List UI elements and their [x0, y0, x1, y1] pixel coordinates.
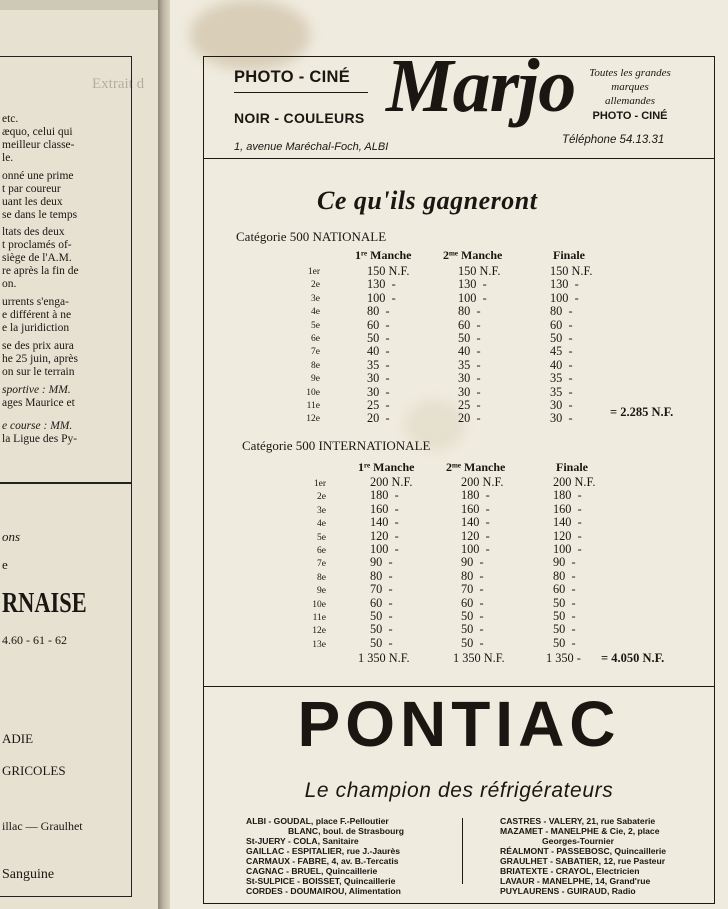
prize-cell: 80 - [458, 304, 481, 319]
prize-cell: 80 - [550, 304, 573, 319]
prize-cell: 20 - [458, 411, 481, 426]
rank-cell: 3e [311, 293, 320, 304]
left-text-line: Extrait d [92, 76, 145, 92]
prize-cell: 120 - [553, 528, 582, 543]
left-text-line: la Ligue des Py- [2, 433, 78, 445]
prize-cell: 40 - [550, 357, 573, 372]
prize-cell: 60 - [370, 595, 393, 610]
prize-cell: 80 - [370, 568, 393, 583]
left-ad-line: RNAISE [2, 588, 87, 619]
left-ad-line: Sanguine [2, 867, 55, 882]
prize-cell: 35 - [367, 357, 390, 372]
dealer-line: GAILLAC - ESPITALIER, rue J.-Jaurès [246, 846, 401, 856]
prize-cell: 180 - [370, 488, 399, 503]
prize-cell: 200 N.F. [461, 475, 504, 489]
phone-number: Téléphone 54.13.31 [562, 134, 665, 146]
left-text-line: meilleur classe- [2, 139, 75, 151]
marjo-brand-logo: Marjo [386, 44, 576, 128]
left-text-line: re après la fin de [2, 265, 79, 277]
prize-cell: 30 - [550, 397, 573, 412]
internationale-sum-1: 1 350 N.F. [358, 651, 410, 665]
left-text-line: æquo, celui qui [2, 126, 73, 138]
nationale-heading-2: 2ᵐᵉ Manche [443, 248, 503, 262]
rank-cell: 4e [311, 307, 320, 318]
tagline-4: PHOTO - CINÉ [592, 110, 668, 122]
rank-cell: 13e [312, 639, 326, 650]
dealer-line: CORDES - DOUMAIROU, Alimentation [246, 886, 401, 896]
nationale-heading-1: 1ʳᵉ Manche [355, 248, 412, 262]
dealer-line: PUYLAURENS - GUIRAUD, Radio [500, 886, 636, 896]
dealers-list-right [500, 816, 705, 896]
header-divider [204, 158, 714, 159]
rule [234, 92, 368, 93]
rank-cell: 6e [311, 333, 320, 344]
page-frame [203, 56, 715, 904]
rank-cell: 9e [311, 374, 320, 385]
rank-cell: 10e [312, 599, 326, 610]
internationale-heading-1: 1ʳᵉ Manche [358, 460, 415, 474]
nationale-heading-3: Finale [553, 248, 585, 262]
prize-cell: 35 - [458, 357, 481, 372]
prize-cell: 150 N.F. [458, 264, 501, 278]
prize-cell: 25 - [458, 397, 481, 412]
prize-cell: 200 N.F. [553, 475, 596, 489]
left-text-line: e la juridiction [2, 322, 70, 334]
left-ad-line: ons [2, 529, 21, 544]
prize-cell: 20 - [367, 411, 390, 426]
left-text-line: ltats des deux [2, 226, 65, 238]
prize-cell: 50 - [553, 608, 576, 623]
internationale-total: = 4.050 N.F. [601, 651, 665, 665]
dealer-line: BRIATEXTE - CRAYOL, Electricien [500, 866, 640, 876]
prize-cell: 80 - [553, 568, 576, 583]
prize-cell: 45 - [550, 344, 573, 359]
dealer-line: CAGNAC - BRUEL, Quincaillerie [246, 866, 378, 876]
rank-cell: 1er [313, 479, 326, 489]
prize-cell: 60 - [461, 595, 484, 610]
prize-cell: 30 - [458, 371, 481, 386]
tagline-1: Toutes les grandes [589, 67, 671, 79]
prize-cell: 180 - [461, 488, 490, 503]
prize-cell: 50 - [370, 608, 393, 623]
rank-cell: 2e [317, 492, 326, 503]
dealer-line: BLANC, boul. de Strasbourg [288, 826, 405, 836]
left-text-line: le. [2, 152, 14, 164]
prize-cell: 30 - [550, 411, 573, 426]
prize-cell: 120 - [370, 528, 399, 543]
left-text-line: ages Maurice et [2, 397, 75, 409]
nationale-ranks [296, 266, 320, 427]
rank-cell: 10e [306, 387, 320, 398]
prize-cell: 160 - [461, 501, 490, 516]
shop-address: 1, avenue Maréchal-Foch, ALBI [234, 141, 389, 153]
prize-cell: 160 - [553, 501, 582, 516]
prize-cell: 30 - [367, 371, 390, 386]
internationale-heading-2: 2ᵐᵉ Manche [446, 460, 506, 474]
prize-cell: 50 - [458, 330, 481, 345]
prize-cell: 180 - [553, 488, 582, 503]
rank-cell: 8e [311, 360, 320, 371]
rank-cell: 12e [312, 626, 326, 637]
internationale-ranks [302, 478, 326, 652]
rank-cell: 7e [317, 559, 326, 570]
dealer-line: GRAULHET - SABATIER, 12, rue Pasteur [500, 856, 666, 866]
left-text-line: on. [2, 278, 17, 290]
rank-cell: 8e [317, 572, 326, 583]
prize-cell: 100 - [370, 541, 399, 556]
prize-cell: 100 - [458, 290, 487, 305]
dealer-line: St-JUERY - COLA, Sanitaire [246, 836, 359, 846]
prize-cell: 25 - [367, 397, 390, 412]
left-text-line: he 25 juin, après [2, 353, 79, 365]
dealer-line: CASTRES - VALERY, 21, rue Sabaterie [500, 816, 656, 826]
left-text-line: on sur le terrain [2, 366, 75, 378]
prize-cell: 50 - [550, 330, 573, 345]
prize-cell: 50 - [553, 595, 576, 610]
prize-cell: 40 - [367, 344, 390, 359]
pontiac-brand: PONTIAC [297, 688, 621, 760]
dealers-divider [462, 818, 463, 884]
prize-cell: 35 - [550, 384, 573, 399]
prize-cell: 30 - [367, 384, 390, 399]
internationale-label: Catégorie 500 INTERNATIONALE [242, 438, 431, 453]
prize-cell: 70 - [461, 582, 484, 597]
left-text-line: etc. [2, 113, 19, 125]
prize-cell: 60 - [550, 317, 573, 332]
rank-cell: 5e [317, 532, 326, 543]
left-text-line: e différent à ne [2, 309, 72, 321]
dealer-line: LAVAUR - MANELPHE, 14, Grand'rue [500, 876, 651, 886]
prize-cell: 140 - [370, 515, 399, 530]
prize-cell: 80 - [367, 304, 390, 319]
prize-cell: 80 - [461, 568, 484, 583]
prize-cell: 90 - [461, 555, 484, 570]
prize-cell: 35 - [550, 371, 573, 386]
left-text-line: t par coureur [2, 183, 61, 195]
dealer-line: MAZAMET - MANELPHE & Cie, 2, place [500, 826, 660, 836]
pontiac-slogan: Le champion des réfrigérateurs [304, 779, 614, 802]
prize-cell: 140 - [553, 515, 582, 530]
prizes-title: Ce qu'ils gagneront [317, 186, 538, 215]
prize-cell: 150 N.F. [550, 264, 593, 278]
prize-cell: 90 - [370, 555, 393, 570]
prize-cell: 130 - [458, 277, 487, 292]
left-text-line: onné une prime [2, 170, 74, 182]
photo-cine-label: PHOTO - CINÉ [234, 68, 351, 86]
prize-cell: 100 - [553, 541, 582, 556]
prize-cell: 50 - [461, 608, 484, 623]
prize-cell: 100 - [461, 541, 490, 556]
prize-cell: 50 - [553, 635, 576, 650]
nationale-manche-2 [458, 265, 500, 426]
prize-cell: 140 - [461, 515, 490, 530]
prize-cell: 200 N.F. [370, 475, 413, 489]
left-text-line: e course : MM. [2, 420, 73, 432]
prize-cell: 70 - [370, 582, 393, 597]
rank-cell: 5e [311, 320, 320, 331]
prize-cell: 100 - [367, 290, 396, 305]
left-text-line: urrents s'enga- [2, 296, 69, 308]
rank-cell: 12e [306, 414, 320, 425]
internationale-manche-2 [461, 476, 503, 650]
rank-cell: 6e [317, 545, 326, 556]
left-ad-line: e [2, 557, 8, 572]
dealers-list-left [246, 816, 451, 896]
prize-cell: 160 - [370, 501, 399, 516]
left-text-line: siège de l'A.M. [2, 252, 72, 264]
rank-cell: 9e [317, 586, 326, 597]
prize-cell: 130 - [367, 277, 396, 292]
rank-cell: 7e [311, 347, 320, 358]
prize-cell: 30 - [458, 384, 481, 399]
left-ad-line: ADIE [2, 731, 34, 746]
prize-cell: 50 - [367, 330, 390, 345]
prize-cell: 130 - [550, 277, 579, 292]
left-text-line: se dans le temps [2, 209, 78, 221]
rank-cell: 1er [307, 267, 320, 277]
noir-couleurs-label: NOIR - COULEURS [234, 110, 365, 126]
prize-cell: 40 - [458, 344, 481, 359]
prize-cell: 50 - [370, 622, 393, 637]
rank-cell: 11e [306, 400, 320, 411]
nationale-finale [550, 265, 592, 426]
prize-cell: 120 - [461, 528, 490, 543]
left-column-box [0, 56, 132, 483]
prize-cell: 50 - [370, 635, 393, 650]
internationale-heading-3: Finale [556, 460, 588, 474]
left-text-line: sportive : MM. [2, 384, 71, 396]
internationale-manche-1 [370, 476, 412, 650]
nationale-label: Catégorie 500 NATIONALE [236, 229, 387, 244]
tagline-3: allemandes [604, 95, 656, 107]
prize-cell: 50 - [461, 622, 484, 637]
left-text-line: uant les deux [2, 196, 63, 208]
internationale-sum-2: 1 350 N.F. [453, 651, 505, 665]
rank-cell: 3e [317, 505, 326, 516]
left-ad-line: GRICOLES [2, 763, 66, 778]
prize-cell: 60 - [367, 317, 390, 332]
prize-cell: 150 N.F. [367, 264, 410, 278]
left-ad-line: illac — Graulhet [2, 819, 83, 833]
dealer-line: St-SULPICE - BOISSET, Quincaillerie [246, 876, 396, 886]
dealer-line: Georges-Tournier [542, 836, 614, 846]
rank-cell: 11e [312, 612, 326, 623]
left-ad-box [0, 483, 132, 897]
rank-cell: 2e [311, 280, 320, 291]
nationale-manche-1 [367, 265, 409, 426]
left-ad-line: 4.60 - 61 - 62 [2, 633, 67, 647]
dealer-line: CARMAUX - FABRE, 4, av. B.-Tercatis [246, 856, 399, 866]
prize-cell: 90 - [553, 555, 576, 570]
prize-cell: 100 - [550, 290, 579, 305]
dealer-line: ALBI - GOUDAL, place F.-Pelloutier [246, 816, 389, 826]
rank-cell: 4e [317, 519, 326, 530]
left-text-line: t proclamés of- [2, 239, 72, 251]
prize-cell: 50 - [461, 635, 484, 650]
prize-cell: 60 - [458, 317, 481, 332]
dealer-line: RÉALMONT - PASSEBOSC, Quincaillerie [500, 846, 667, 856]
tagline-2: marques [611, 81, 649, 93]
left-text-line: se des prix aura [2, 340, 74, 352]
nationale-total: = 2.285 N.F. [610, 405, 674, 419]
internationale-sum-3: 1 350 - [546, 651, 581, 665]
prize-cell: 50 - [553, 622, 576, 637]
internationale-finale [553, 476, 595, 650]
prize-cell: 60 - [553, 582, 576, 597]
